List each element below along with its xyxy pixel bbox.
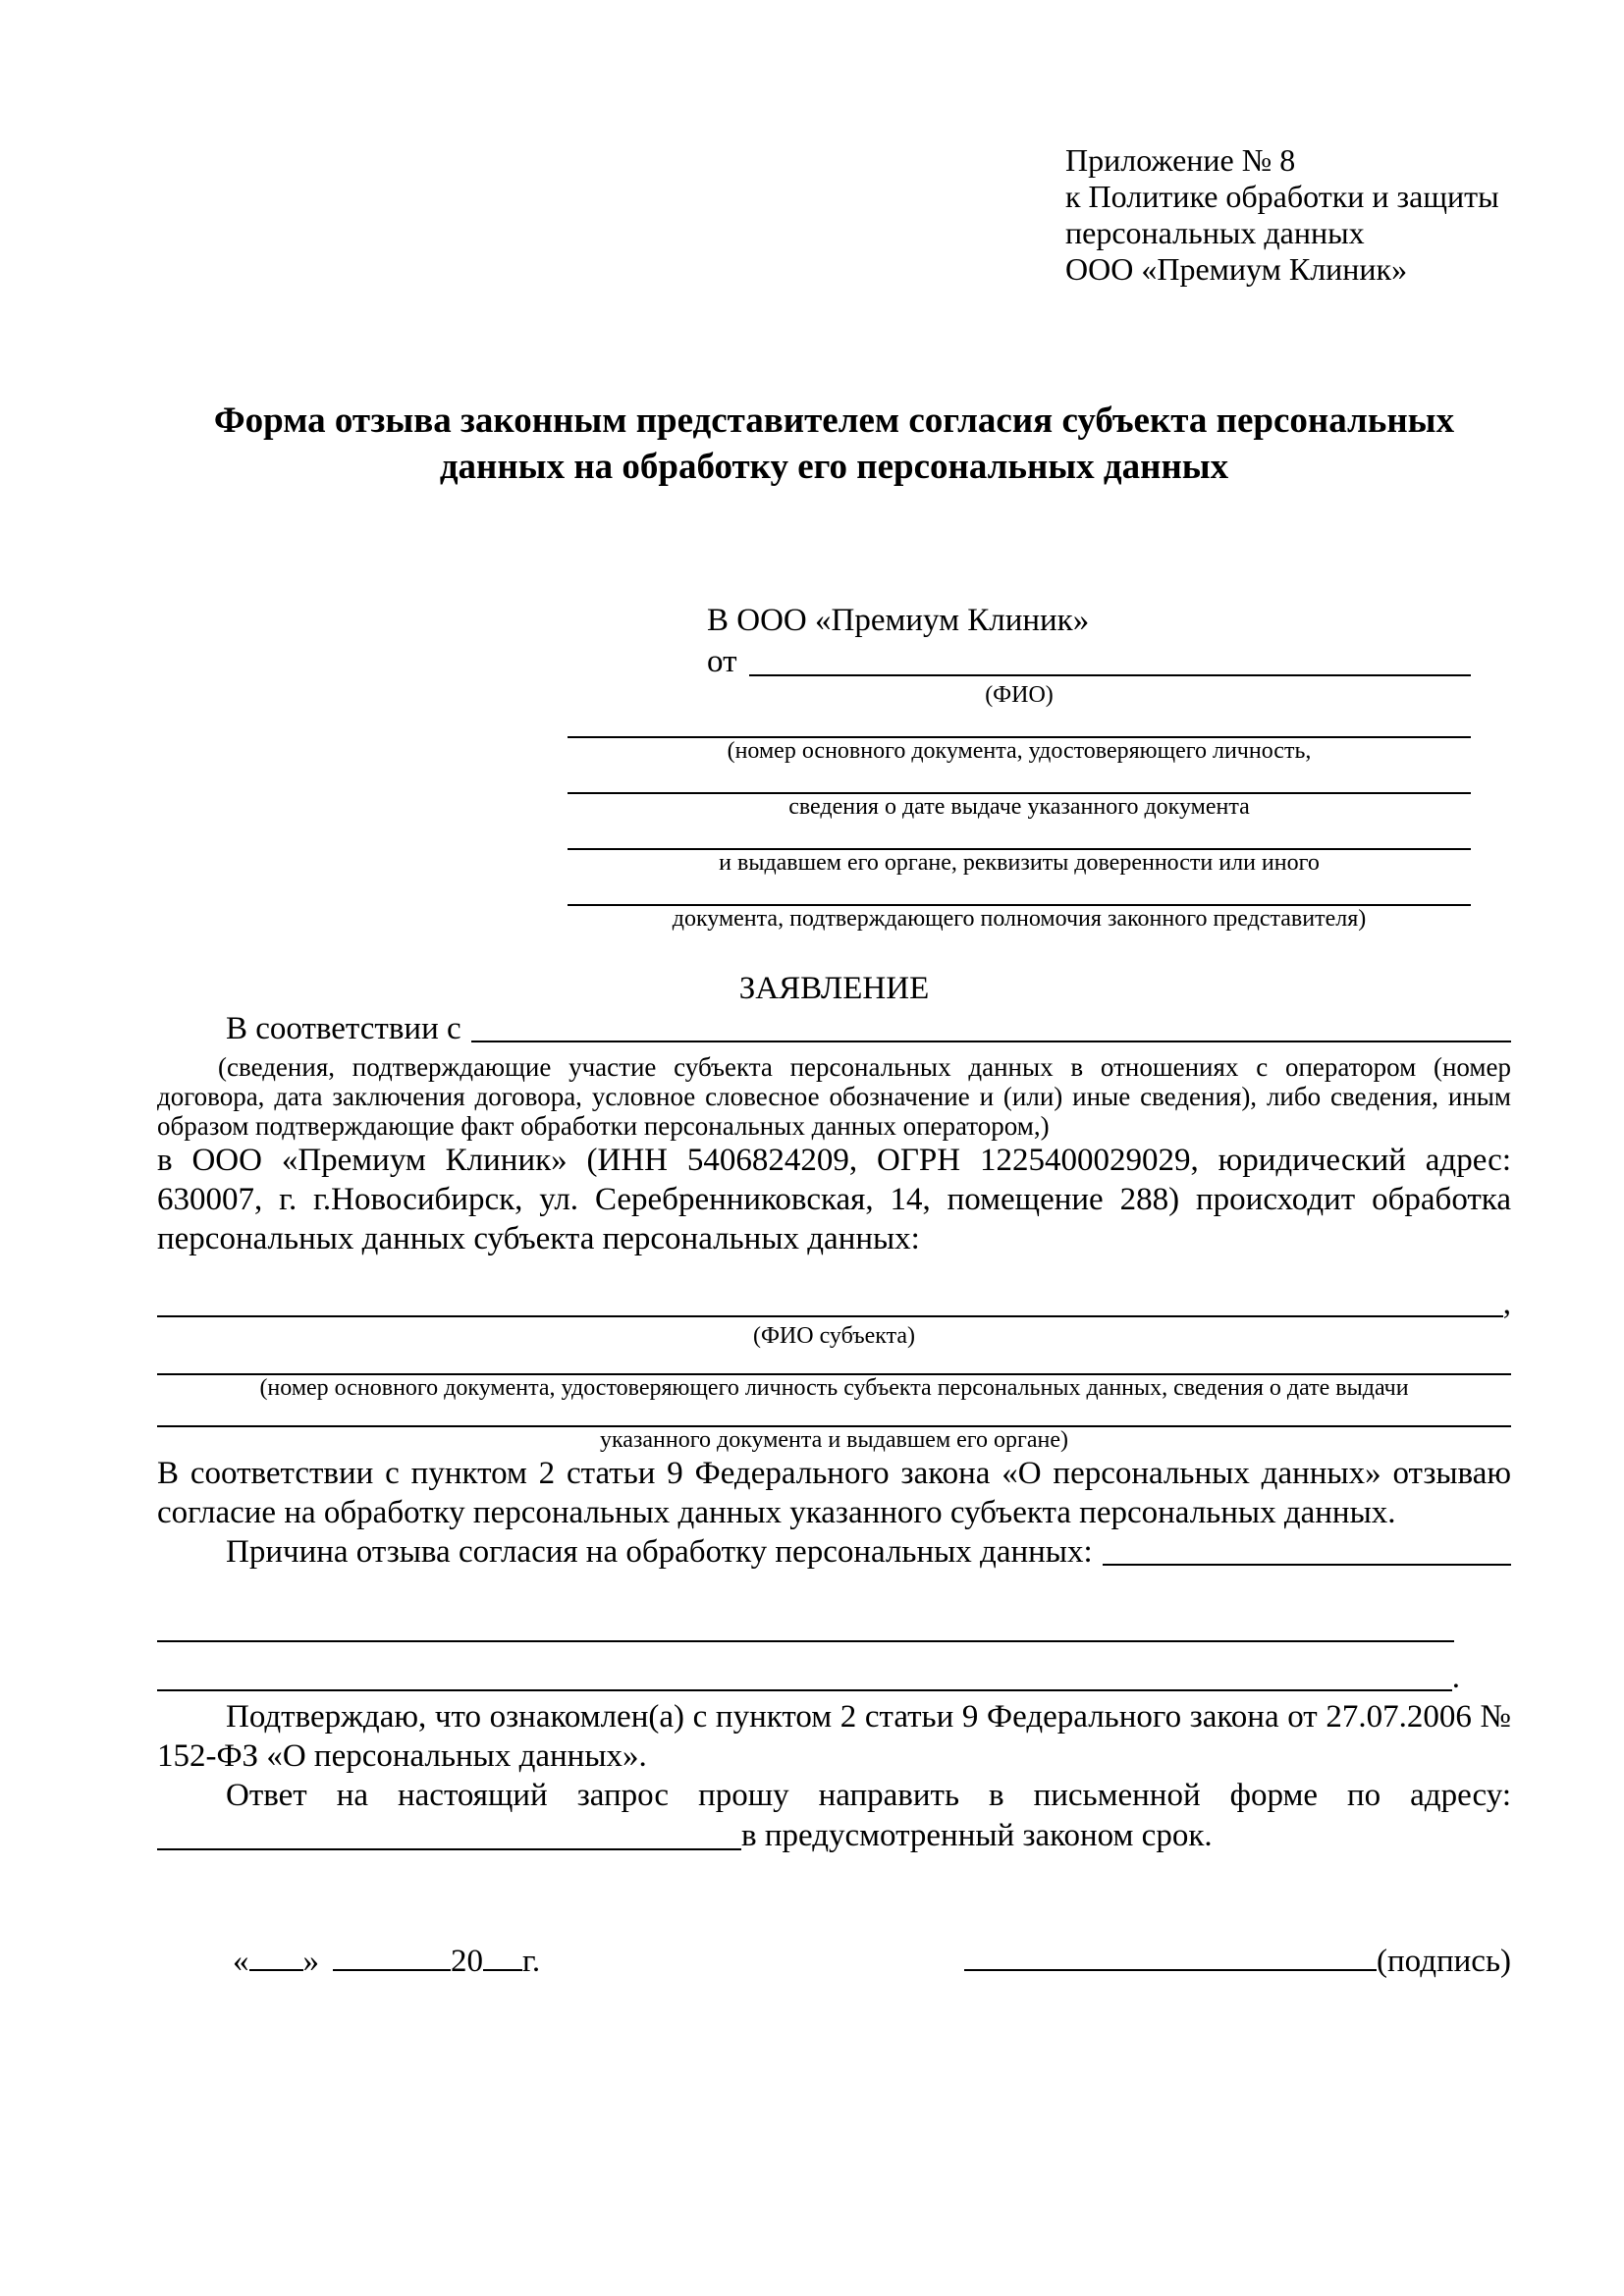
- date-open-quote: «: [233, 1944, 249, 1979]
- subject-fio-row: [157, 1284, 1511, 1323]
- signature-field: [964, 1941, 1511, 1982]
- year-suffix: г.: [522, 1944, 541, 1979]
- reason-blank-line-3-row: [157, 1658, 1460, 1697]
- signature-blank-line: [964, 1969, 1377, 1971]
- subject-doc-caption-1: (номер основного документа, удостоверяющего личность субъекта персональных данных, сведения о дате выдачи: [259, 1375, 1409, 1401]
- subject-fio-caption: (ФИО субъекта): [752, 1323, 916, 1349]
- doc-authority-caption: документа, подтверждающего полномочия законного представителя): [672, 906, 1367, 932]
- doc-number-blank-line: [568, 709, 1471, 738]
- reason-row: [157, 1532, 1511, 1572]
- from-label: от: [707, 644, 737, 679]
- doc-issuer-caption: и выдавшем его органе, реквизиты доверенности или иного: [719, 850, 1320, 876]
- year-prefix: 20: [451, 1944, 483, 1979]
- reply-paragraph: Ответ на настоящий запрос прошу направить в письменной форме по адресу:: [226, 1778, 1511, 1813]
- fio-caption: (ФИО): [985, 682, 1054, 708]
- document-content: [157, 142, 1511, 1982]
- reason-label: Причина отзыва согласия на обработку персональных данных:: [226, 1534, 1093, 1570]
- appendix-line-3: персональных данных: [1065, 215, 1365, 250]
- signature-caption: (подпись): [1377, 1944, 1511, 1979]
- reason-blank-line: [1103, 1532, 1511, 1566]
- statement-heading: ЗАЯВЛЕНИЕ: [738, 971, 930, 1006]
- date-year-blank: [483, 1969, 522, 1971]
- in-accordance-row: [157, 1009, 1511, 1048]
- addressee-to: В ООО «Премиум Клиник»: [707, 603, 1090, 638]
- withdraw-paragraph: В соответствии с пунктом 2 статьи 9 Федерального закона «О персональных данных» отзываю согласие на обработку персональных данных указанного субъекта персональных данных.: [157, 1456, 1511, 1530]
- in-accordance-blank-line: [471, 1009, 1511, 1042]
- doc-issue-date-blank-line: [568, 765, 1471, 794]
- trailing-comma: ,: [1502, 1286, 1511, 1321]
- operator-paragraph: в ООО «Премиум Клиник» (ИНН 5406824209, ОГРН 1225400029029, юридический адрес: 630007, г. г.Новосибирск, ул. Серебренниковская, 14, помещение 288) происходит обработка персональных данных субъекта персональных данных:: [157, 1143, 1511, 1256]
- subject-fio-blank-line: [157, 1284, 1503, 1317]
- in-accordance-label: В соответствии с: [226, 1011, 461, 1046]
- date-close-quote: »: [302, 1944, 319, 1979]
- appendix-line-1: Приложение № 8: [1065, 142, 1296, 178]
- doc-issue-date-caption: сведения о дате выдаче указанного документа: [788, 794, 1250, 820]
- fio-blank-line: [749, 641, 1472, 676]
- doc-authority-blank-line: [568, 877, 1471, 906]
- reason-blank-line-3: [157, 1658, 1452, 1691]
- subject-doc-blank-line-1: [157, 1350, 1511, 1375]
- appendix-line-4: ООО «Премиум Клиник»: [1065, 251, 1408, 287]
- addressee-block: [568, 600, 1471, 933]
- doc-number-caption: (номер основного документа, удостоверяющего личность,: [727, 738, 1312, 764]
- subject-doc-caption-2: указанного документа и выдавшем его органе): [599, 1427, 1069, 1453]
- appendix-line-2: к Политике обработки и защиты: [1065, 179, 1499, 214]
- signature-row: [157, 1941, 1511, 1982]
- reply-address-row: [157, 1815, 1511, 1856]
- relationship-note: (сведения, подтверждающие участие субъекта персональных данных в отношениях с оператором (номер договора, дата заключения договора, условное словесное обозначение и (или) иные сведения), либо сведения, иным образом подтверждающие факт обработки персональных данных оператором,): [157, 1052, 1511, 1141]
- addressee-from-row: [568, 641, 1471, 682]
- doc-issuer-blank-line: [568, 821, 1471, 850]
- trailing-period: .: [1451, 1660, 1460, 1695]
- document-title: Форма отзыва законным представителем согласия субъекта персональных данных на обработку его персональных данных: [213, 400, 1455, 487]
- appendix-header: [1065, 142, 1511, 288]
- date-month-blank: [333, 1969, 451, 1971]
- subject-doc-blank-line-2: [157, 1402, 1511, 1427]
- reply-tail: в предусмотренный законом срок.: [741, 1818, 1213, 1853]
- confirm-paragraph: Подтверждаю, что ознакомлен(а) с пунктом 2 статьи 9 Федерального закона от 27.07.2006 № 152-ФЗ «О персональных данных».: [157, 1699, 1511, 1774]
- date-day-blank: [249, 1969, 303, 1971]
- date-field: [233, 1941, 540, 1982]
- reply-address-blank-line: [157, 1815, 741, 1850]
- reason-blank-line-2: [157, 1607, 1454, 1642]
